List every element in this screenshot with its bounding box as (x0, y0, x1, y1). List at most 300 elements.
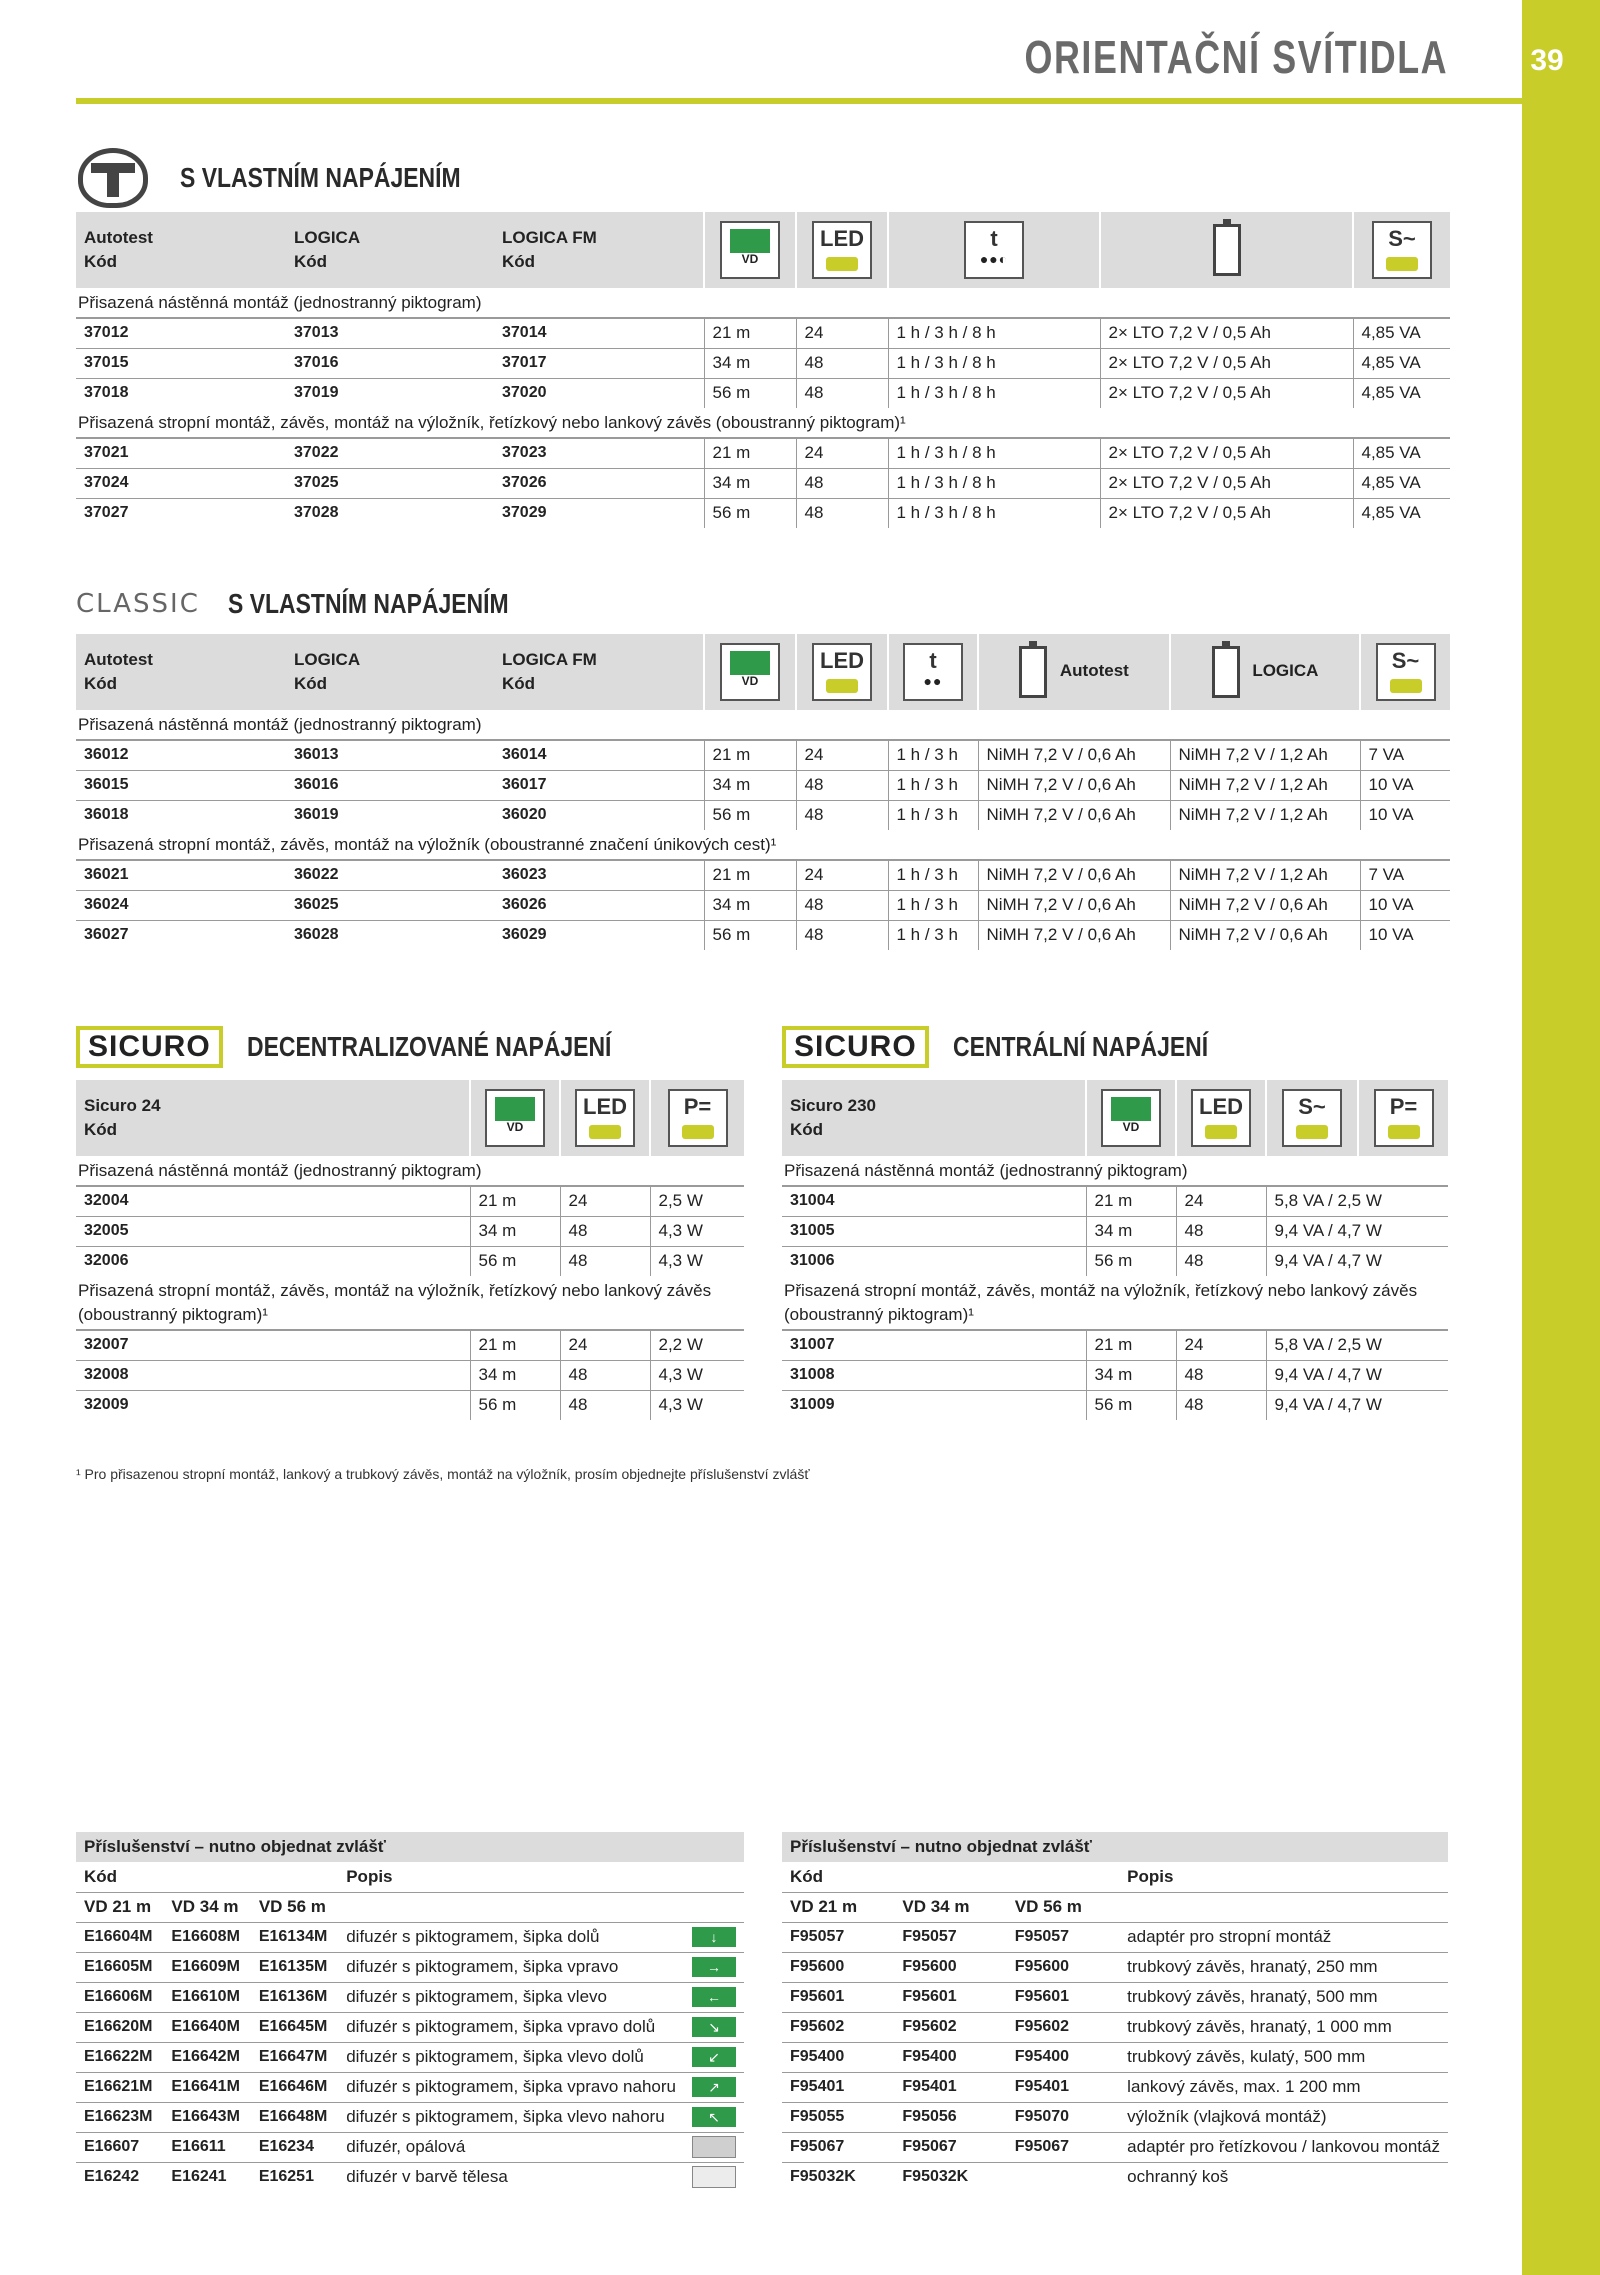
table-cell: 36016 (286, 770, 494, 800)
duration-icon: t ●● (888, 634, 978, 710)
acc-desc: trubkový závěs, hranatý, 1 000 mm (1119, 2012, 1448, 2042)
table-cell: 9,4 VA / 4,7 W (1266, 1216, 1448, 1246)
battery-autotest-icon: Autotest (978, 634, 1170, 710)
table-cell: 36028 (286, 920, 494, 950)
table-cell: 31007 (782, 1330, 1086, 1360)
table-cell: 4,85 VA (1353, 438, 1450, 468)
acc-code: F95401 (1007, 2072, 1119, 2102)
table-cell: 21 m (470, 1186, 560, 1216)
table-cell: 1 h / 3 h / 8 h (888, 498, 1100, 528)
acc-code: E16646M (251, 2072, 338, 2102)
acc-kod: Kód (790, 1866, 824, 1886)
acc-code: E16645M (251, 2012, 338, 2042)
acc-code: F95055 (782, 2102, 894, 2132)
table-cell: 36024 (76, 890, 286, 920)
table-cell: 37015 (76, 348, 286, 378)
acc-popis: Popis (1127, 1866, 1174, 1886)
table-cell: 34 m (470, 1216, 560, 1246)
acc-popis: Popis (346, 1866, 393, 1886)
acc-code: E16611 (163, 2132, 250, 2162)
accessories-table-right (782, 1832, 1448, 2192)
acc-desc: trubkový závěs, kulatý, 500 mm (1119, 2042, 1448, 2072)
acc-code: E16640M (163, 2012, 250, 2042)
acc-desc: trubkový závěs, hranatý, 500 mm (1119, 1982, 1448, 2012)
table-cell: NiMH 7,2 V / 0,6 Ah (1170, 920, 1360, 950)
table-cell: 56 m (704, 920, 796, 950)
section-3-title: DECENTRALIZOVANÉ NAPÁJENÍ (246, 1031, 612, 1062)
table-cell: 4,85 VA (1353, 468, 1450, 498)
table-cell: NiMH 7,2 V / 0,6 Ah (978, 920, 1170, 950)
table-cell: NiMH 7,2 V / 0,6 Ah (978, 860, 1170, 890)
acc-code: E16623M (76, 2102, 163, 2132)
table-cell: 32008 (76, 1360, 470, 1390)
vd-icon: VD (704, 212, 796, 288)
table-cell: 37013 (286, 318, 494, 348)
list-item (782, 2072, 1448, 2102)
section-4-header (782, 1026, 1264, 1068)
acc-code: E16607 (76, 2132, 163, 2162)
table-cell: 2× LTO 7,2 V / 0,5 Ah (1100, 318, 1353, 348)
table-cell: 34 m (470, 1360, 560, 1390)
acc-col-vd56: VD 56 m (1007, 1892, 1119, 1922)
table-cell: 9,4 VA / 4,7 W (1266, 1390, 1448, 1420)
table-header (76, 212, 1450, 288)
table-cell: 2,5 W (650, 1186, 744, 1216)
acc-code: F95600 (782, 1952, 894, 1982)
table-cell: 1 h / 3 h / 8 h (888, 318, 1100, 348)
table-cell: 21 m (704, 318, 796, 348)
list-item (782, 2012, 1448, 2042)
table-cell: 36026 (494, 890, 704, 920)
table-cell: 34 m (704, 468, 796, 498)
table-cell: 2,2 W (650, 1330, 744, 1360)
acc-code: F95067 (782, 2132, 894, 2162)
table-cell: 21 m (704, 740, 796, 770)
acc-code: E16620M (76, 2012, 163, 2042)
led-icon: LED (560, 1080, 650, 1156)
table-cell: 36014 (494, 740, 704, 770)
table-cell: NiMH 7,2 V / 0,6 Ah (978, 890, 1170, 920)
table-row (782, 1330, 1448, 1360)
table-cell: 37023 (494, 438, 704, 468)
acc-code: E16647M (251, 2042, 338, 2072)
table-cell: 37028 (286, 498, 494, 528)
table-row (76, 740, 1450, 770)
table-cell: 32004 (76, 1186, 470, 1216)
caption-row: Přisazená stropní montáž, závěs, montáž na výložník, řetízkový nebo lankový závěs (oboustranný piktogram)¹ (784, 1280, 1418, 1324)
power-p-icon: P= (650, 1080, 744, 1156)
table-cell: 48 (796, 800, 888, 830)
acc-desc: difuzér s piktogramem, šipka dolů (338, 1922, 684, 1952)
table-cell: 48 (796, 890, 888, 920)
vd-icon: VD (1086, 1080, 1176, 1156)
table-cell: 5,8 VA / 2,5 W (1266, 1186, 1448, 1216)
table-header (76, 634, 1450, 710)
acc-title: Příslušenství – nutno objednat zvlášť (782, 1832, 1448, 1862)
table-cell: 10 VA (1360, 800, 1450, 830)
acc-code: F95400 (782, 2042, 894, 2072)
table-cell: 48 (1176, 1360, 1266, 1390)
col-sicuro230: Sicuro 230 Kód (782, 1080, 1086, 1156)
table-cell: 48 (1176, 1216, 1266, 1246)
table-cell: 9,4 VA / 4,7 W (1266, 1246, 1448, 1276)
table-cell: 4,3 W (650, 1216, 744, 1246)
acc-desc: trubkový závěs, hranatý, 250 mm (1119, 1952, 1448, 1982)
table-cell: 4,3 W (650, 1390, 744, 1420)
acc-code: F95601 (782, 1982, 894, 2012)
acc-code: F95600 (1007, 1952, 1119, 1982)
vd-icon: VD (470, 1080, 560, 1156)
acc-desc: difuzér s piktogramem, šipka vlevo nahoru (338, 2102, 684, 2132)
section-1-title: S VLASTNÍM NAPÁJENÍM (180, 162, 461, 193)
table-row (782, 1216, 1448, 1246)
table-cell: 37027 (76, 498, 286, 528)
table-cell: 36025 (286, 890, 494, 920)
duration-icon: t ●●◐ (888, 212, 1100, 288)
acc-code: E16242 (76, 2162, 163, 2192)
table-cell: 9,4 VA / 4,7 W (1266, 1360, 1448, 1390)
col-logica: LOGICA Kód (286, 634, 494, 710)
sicuro-logo: SICURO (782, 1026, 929, 1068)
side-color-bar (1522, 0, 1600, 2275)
acc-code: E16643M (163, 2102, 250, 2132)
table-cell: 31008 (782, 1360, 1086, 1390)
table-cell: 21 m (1086, 1330, 1176, 1360)
acc-code: F95032K (894, 2162, 1006, 2192)
table-cell: 1 h / 3 h (888, 770, 978, 800)
acc-code: F95400 (1007, 2042, 1119, 2072)
table-cell: 48 (796, 468, 888, 498)
table-cell: 37024 (76, 468, 286, 498)
list-item (76, 1922, 744, 1952)
list-item (782, 2132, 1448, 2162)
acc-desc: difuzér v barvě tělesa (338, 2162, 684, 2192)
col-logica: LOGICA Kód (286, 212, 494, 288)
table-cell: 48 (560, 1216, 650, 1246)
table-row (76, 468, 1450, 498)
table-cell: 32006 (76, 1246, 470, 1276)
table-cell: 24 (560, 1186, 650, 1216)
table-cell: 37019 (286, 378, 494, 408)
brand-logo-icon (78, 148, 148, 208)
acc-code: F95057 (782, 1922, 894, 1952)
caption-row: Přisazená nástěnná montáž (jednostranný piktogram) (784, 1160, 1188, 1180)
table-row (76, 318, 1450, 348)
table-cell: 31009 (782, 1390, 1086, 1420)
pictogram-icon: ↗ (692, 2077, 736, 2097)
col-sicuro24: Sicuro 24 Kód (76, 1080, 470, 1156)
table-cell: 37014 (494, 318, 704, 348)
acc-desc: difuzér s piktogramem, šipka vlevo (338, 1982, 684, 2012)
table-cell: 48 (796, 770, 888, 800)
table-cell: 4,3 W (650, 1360, 744, 1390)
table-header (782, 1080, 1448, 1156)
table-cell: 37020 (494, 378, 704, 408)
acc-code: E16605M (76, 1952, 163, 1982)
caption-row: Přisazená stropní montáž, závěs, montáž na výložník, řetízkový nebo lankový závěs (oboustranný piktogram)¹ (78, 412, 906, 432)
table-cell: NiMH 7,2 V / 0,6 Ah (978, 800, 1170, 830)
acc-code: F95601 (1007, 1982, 1119, 2012)
acc-code: E16251 (251, 2162, 338, 2192)
table-cell: 10 VA (1360, 770, 1450, 800)
table-row (782, 1360, 1448, 1390)
table-row (76, 1390, 744, 1420)
table-row (76, 1330, 744, 1360)
table-row (76, 920, 1450, 950)
table-cell: 48 (796, 498, 888, 528)
table-cell: 1 h / 3 h (888, 740, 978, 770)
table-cell: 37021 (76, 438, 286, 468)
table-cell: 31005 (782, 1216, 1086, 1246)
table-cell: 24 (1176, 1186, 1266, 1216)
table-cell: 37025 (286, 468, 494, 498)
acc-col-vd21: VD 21 m (76, 1892, 163, 1922)
table-header (76, 1080, 744, 1156)
section-3-header (76, 1026, 691, 1068)
list-item (76, 1952, 744, 1982)
acc-desc: difuzér s piktogramem, šipka vpravo nahoru (338, 2072, 684, 2102)
table-cell: 32007 (76, 1330, 470, 1360)
acc-code: E16621M (76, 2072, 163, 2102)
table-cell: NiMH 7,2 V / 1,2 Ah (1170, 800, 1360, 830)
acc-desc: výložník (vlajková montáž) (1119, 2102, 1448, 2132)
power-s-icon: S~ (1353, 212, 1450, 288)
caption-row: Přisazená nástěnná montáž (jednostranný piktogram) (78, 1160, 482, 1180)
table-cell: 56 m (470, 1246, 560, 1276)
power-s-icon: S~ (1266, 1080, 1358, 1156)
pictogram-icon: ↘ (692, 2017, 736, 2037)
list-item (76, 2132, 744, 2162)
table-cell: 10 VA (1360, 920, 1450, 950)
table-cell: 36021 (76, 860, 286, 890)
acc-kod: Kód (84, 1866, 118, 1886)
led-icon: LED (1176, 1080, 1266, 1156)
table-row (782, 1390, 1448, 1420)
section-4-table (782, 1080, 1448, 1420)
acc-code: E16134M (251, 1922, 338, 1952)
acc-code: F95067 (894, 2132, 1006, 2162)
acc-desc: difuzér, opálová (338, 2132, 684, 2162)
list-item (782, 1952, 1448, 1982)
table-row (76, 860, 1450, 890)
table-cell: 48 (560, 1246, 650, 1276)
table-row (76, 1186, 744, 1216)
acc-code: F95056 (894, 2102, 1006, 2132)
page-title: ORIENTAČNÍ SVÍTIDLA (1024, 31, 1448, 83)
table-cell: NiMH 7,2 V / 0,6 Ah (978, 770, 1170, 800)
table-cell: NiMH 7,2 V / 1,2 Ah (1170, 770, 1360, 800)
led-icon: LED (796, 212, 888, 288)
table-cell: 36022 (286, 860, 494, 890)
table-cell: 34 m (1086, 1360, 1176, 1390)
acc-col-vd34: VD 34 m (163, 1892, 250, 1922)
vd-icon: VD (704, 634, 796, 710)
table-row (76, 438, 1450, 468)
table-cell: 34 m (704, 770, 796, 800)
table-cell: 2× LTO 7,2 V / 0,5 Ah (1100, 348, 1353, 378)
acc-code: F95602 (894, 2012, 1006, 2042)
list-item (76, 2072, 744, 2102)
acc-code: E16241 (163, 2162, 250, 2192)
table-cell: 48 (796, 378, 888, 408)
classic-logo: CLASSIC (76, 589, 200, 619)
color-swatch-icon (692, 2136, 736, 2158)
table-cell: 1 h / 3 h (888, 890, 978, 920)
table-cell: 48 (796, 920, 888, 950)
acc-code: F95601 (894, 1982, 1006, 2012)
battery-icon (1100, 212, 1353, 288)
section-2-table (76, 634, 1450, 950)
table-row (76, 498, 1450, 528)
table-cell: 56 m (704, 800, 796, 830)
acc-code: F95401 (782, 2072, 894, 2102)
caption-row: Přisazená stropní montáž, závěs, montáž na výložník, řetízkový nebo lankový závěs (oboustranný piktogram)¹ (78, 1280, 712, 1324)
table-cell: 48 (1176, 1390, 1266, 1420)
acc-code: F95057 (894, 1922, 1006, 1952)
acc-title: Příslušenství – nutno objednat zvlášť (76, 1832, 744, 1862)
footnote: ¹ Pro přisazenou stropní montáž, lankový a trubkový závěs, montáž na výložník, prosím objednejte příslušenství zvlášť (76, 1466, 810, 1482)
table-cell: 34 m (704, 890, 796, 920)
acc-code: E16234 (251, 2132, 338, 2162)
table-cell: 24 (560, 1330, 650, 1360)
table-cell: 4,3 W (650, 1246, 744, 1276)
table-cell: NiMH 7,2 V / 0,6 Ah (978, 740, 1170, 770)
table-cell: 36023 (494, 860, 704, 890)
table-cell: 37026 (494, 468, 704, 498)
acc-code: E16622M (76, 2042, 163, 2072)
table-cell: 36013 (286, 740, 494, 770)
table-cell: 37029 (494, 498, 704, 528)
battery-logica-icon: LOGICA (1170, 634, 1360, 710)
table-cell: 36018 (76, 800, 286, 830)
section-2-header (76, 588, 570, 620)
table-cell: 34 m (704, 348, 796, 378)
table-cell: 36017 (494, 770, 704, 800)
table-cell: 37018 (76, 378, 286, 408)
acc-code: F95067 (1007, 2132, 1119, 2162)
acc-desc: lankový závěs, max. 1 200 mm (1119, 2072, 1448, 2102)
acc-code (1007, 2162, 1119, 2192)
acc-desc: ochranný koš (1119, 2162, 1448, 2192)
table-cell: 32009 (76, 1390, 470, 1420)
table-cell: 36015 (76, 770, 286, 800)
acc-code: F95070 (1007, 2102, 1119, 2132)
list-item (782, 1982, 1448, 2012)
list-item (76, 1982, 744, 2012)
acc-code: E16610M (163, 1982, 250, 2012)
table-cell: 37022 (286, 438, 494, 468)
section-4-title: CENTRÁLNÍ NAPÁJENÍ (952, 1031, 1208, 1062)
table-cell: 56 m (1086, 1246, 1176, 1276)
table-row (76, 378, 1450, 408)
table-cell: 2× LTO 7,2 V / 0,5 Ah (1100, 498, 1353, 528)
table-cell: 37017 (494, 348, 704, 378)
table-cell: 7 VA (1360, 740, 1450, 770)
table-cell: 56 m (704, 378, 796, 408)
table-cell: 31004 (782, 1186, 1086, 1216)
table-cell: 1 h / 3 h / 8 h (888, 468, 1100, 498)
acc-code: E16648M (251, 2102, 338, 2132)
table-cell: 5,8 VA / 2,5 W (1266, 1330, 1448, 1360)
acc-desc: adaptér pro stropní montáž (1119, 1922, 1448, 1952)
table-cell: NiMH 7,2 V / 0,6 Ah (1170, 890, 1360, 920)
table-cell: 1 h / 3 h (888, 920, 978, 950)
acc-code: F95401 (894, 2072, 1006, 2102)
table-cell: 24 (796, 438, 888, 468)
accessories-table-left (76, 1832, 744, 2192)
acc-col-vd56: VD 56 m (251, 1892, 338, 1922)
table-cell: 21 m (470, 1330, 560, 1360)
table-cell: 34 m (1086, 1216, 1176, 1246)
acc-code: E16604M (76, 1922, 163, 1952)
table-cell: 36019 (286, 800, 494, 830)
acc-code: F95602 (782, 2012, 894, 2042)
table-cell: 2× LTO 7,2 V / 0,5 Ah (1100, 378, 1353, 408)
acc-code: F95600 (894, 1952, 1006, 1982)
acc-desc: difuzér s piktogramem, šipka vpravo dolů (338, 2012, 684, 2042)
table-cell: 1 h / 3 h / 8 h (888, 378, 1100, 408)
pictogram-icon: ↖ (692, 2107, 736, 2127)
section-1-header (78, 148, 522, 208)
table-cell: 4,85 VA (1353, 348, 1450, 378)
pictogram-icon: → (692, 1957, 736, 1977)
acc-col-vd34: VD 34 m (894, 1892, 1006, 1922)
caption-row: Přisazená nástěnná montáž (jednostranný piktogram) (78, 714, 482, 734)
table-cell: 24 (1176, 1330, 1266, 1360)
list-item (76, 2042, 744, 2072)
table-cell: 36020 (494, 800, 704, 830)
table-cell: 21 m (704, 860, 796, 890)
acc-code: E16136M (251, 1982, 338, 2012)
pictogram-icon: ↙ (692, 2047, 736, 2067)
table-cell: 1 h / 3 h / 8 h (888, 438, 1100, 468)
acc-code: E16609M (163, 1952, 250, 1982)
table-cell: NiMH 7,2 V / 1,2 Ah (1170, 740, 1360, 770)
table-cell: 48 (560, 1360, 650, 1390)
table-cell: 48 (560, 1390, 650, 1420)
col-logica-fm: LOGICA FM Kód (494, 634, 704, 710)
table-cell: 4,85 VA (1353, 378, 1450, 408)
table-cell: 1 h / 3 h / 8 h (888, 348, 1100, 378)
acc-code: F95032K (782, 2162, 894, 2192)
acc-desc: difuzér s piktogramem, šipka vpravo (338, 1952, 684, 1982)
table-cell: 10 VA (1360, 890, 1450, 920)
table-cell: 21 m (1086, 1186, 1176, 1216)
table-row (76, 348, 1450, 378)
acc-code: E16606M (76, 1982, 163, 2012)
power-s-icon: S~ (1360, 634, 1450, 710)
table-row (76, 800, 1450, 830)
color-swatch-icon (692, 2166, 736, 2188)
table-cell: 32005 (76, 1216, 470, 1246)
table-cell: 1 h / 3 h (888, 860, 978, 890)
table-row (76, 1360, 744, 1390)
table-cell: 24 (796, 860, 888, 890)
sicuro-logo: SICURO (76, 1026, 223, 1068)
pictogram-icon: ← (692, 1987, 736, 2007)
table-row (782, 1186, 1448, 1216)
table-cell: 31006 (782, 1246, 1086, 1276)
table-cell: 21 m (704, 438, 796, 468)
acc-col-vd21: VD 21 m (782, 1892, 894, 1922)
page-number: 39 (1530, 44, 1564, 77)
table-cell: 37012 (76, 318, 286, 348)
list-item (782, 2102, 1448, 2132)
table-cell: 56 m (704, 498, 796, 528)
acc-desc: adaptér pro řetízkovou / lankovou montáž (1119, 2132, 1448, 2162)
list-item (76, 2012, 744, 2042)
acc-code: F95602 (1007, 2012, 1119, 2042)
